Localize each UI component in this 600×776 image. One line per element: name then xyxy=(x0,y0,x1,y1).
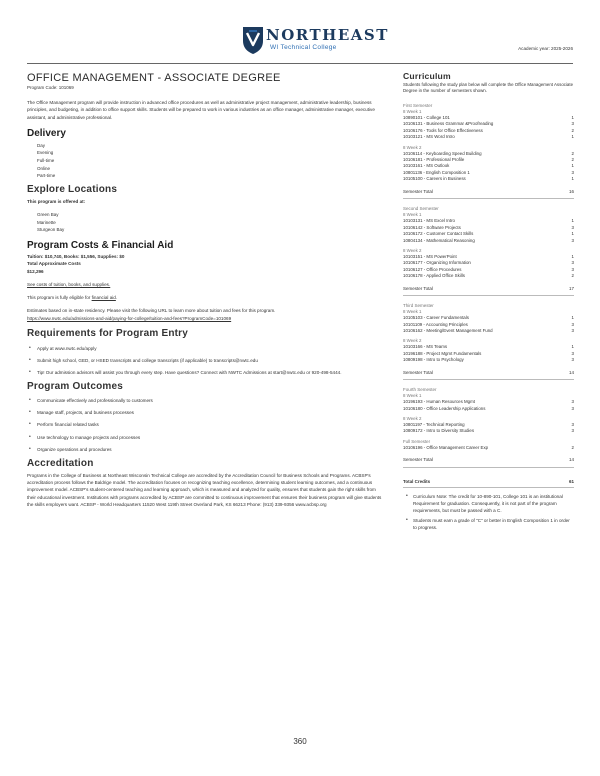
course-credits: 1 xyxy=(571,115,574,121)
semester-total-label: Semester Total xyxy=(403,188,433,194)
total-credits-row xyxy=(403,478,574,488)
accreditation-text: Programs in the College of Business at Northeast Wisconsin Technical College are accredited by the Accreditation Council for Business Schools and Programs. ACBSP's accreditation process follows the Baldrige model. The accreditation focuses on recognizing teaching excellence, determining student learning outcomes, and a continuous improvement model. ACBSP's student-centered teaching and learning approach, which is measured and analyzed for quality, ensures that students gain the right skills from their educational investment. Institutions with programs accredited by ACBSP are committed to continuous improvement that ensures their business program will give students the skills employers want. ACBSP - World Headquarters 11520 West 119th Street Overland Park, KS 66213 Phone: (913) 339-9356 www.acbsp.org xyxy=(27,472,382,507)
course-row xyxy=(403,273,574,279)
semester-label: Third Semester xyxy=(403,302,434,308)
estimates-text: Estimates based on in-state residency. Please visit the following URL to learn more about tuition and fees for this program. xyxy=(27,308,276,314)
course-row xyxy=(403,428,574,434)
course-name: 10106176 - Tools for Office Effectiveness xyxy=(403,127,483,133)
financial-aid-link[interactable]: financial aid xyxy=(91,295,116,301)
week-label: 8 Week 1 xyxy=(403,212,422,218)
curriculum-notes xyxy=(403,493,574,532)
course-name: 10809172 - Intro to Diversity Studies xyxy=(403,428,475,434)
course-credits: 3 xyxy=(571,266,574,272)
course-credits: 3 xyxy=(571,237,574,243)
course-credits: 3 xyxy=(571,350,574,356)
logo-name: NORTHEAST xyxy=(266,26,389,44)
requirement-item: • Tip! Our admission advisors will assist you through every step. Have questions? Connect with NWTC Admissions at start@nwtc.edu or 920-498-5444. xyxy=(27,369,384,376)
course-credits: 3 xyxy=(571,260,574,266)
course-credits: 3 xyxy=(571,327,574,333)
course-credits: 1 xyxy=(571,231,574,237)
course-credits: 3 xyxy=(571,428,574,434)
week-label: 8 Week 1 xyxy=(403,309,422,315)
semester-block xyxy=(403,387,574,468)
program-description: The Office Management program will provide instruction in advanced office procedures as well as administrative project management, administrative leadership, business principles, and budgeting, in addition to office support skills. Students will be prepared to work in various industries as an office manager, administrative manager, executive assistant, and administrative professional. xyxy=(27,100,375,120)
course-credits: 1 xyxy=(571,315,574,321)
location-item: Sturgeon Bay xyxy=(37,227,65,233)
outcome-item: • Perform financial related tasks xyxy=(27,421,384,428)
northeast-shield-logo-icon xyxy=(240,24,266,56)
delivery-heading: Delivery xyxy=(27,127,66,139)
course-name: 10804134 - Mathematical Reasoning xyxy=(403,237,475,243)
semester-total-label: Semester Total xyxy=(403,285,433,291)
course-name: 10106142 - Software Projects xyxy=(403,224,461,230)
course-name: 10801136 - English Composition 1 xyxy=(403,169,470,175)
location-item: Marinette xyxy=(37,219,56,225)
course-credits: 1 xyxy=(571,344,574,350)
college-logo xyxy=(240,24,390,56)
semester-total-row xyxy=(403,457,574,467)
course-name: 10106196 - Office Management Career Exp xyxy=(403,444,489,450)
outcome-item: • Manage staff, projects, and business processes xyxy=(27,409,384,416)
course-name: 10801197 - Technical Reporting xyxy=(403,422,465,427)
semester-label: First Semester xyxy=(403,102,433,108)
course-name: 10101109 - Accounting Principles xyxy=(403,321,468,327)
curriculum-heading: Curriculum xyxy=(403,71,451,81)
costs-heading: Program Costs & Financial Aid xyxy=(27,239,174,251)
total-costs-label: Total Approximate Costs xyxy=(27,261,81,267)
course-credits: 3 xyxy=(571,422,574,427)
accreditation-heading: Accreditation xyxy=(27,457,94,469)
course-row xyxy=(403,357,574,363)
curriculum-note: • Curriculum Note: The credit for 10-890-101, College 101 is an institutional Requirement for graduation. Consequently, it is not part of the program requirements, but must be passed with a C. xyxy=(403,493,574,515)
course-credits: 3 xyxy=(571,321,574,327)
offered-at-label: This program is offered at: xyxy=(27,198,86,204)
delivery-item: Full-time xyxy=(37,158,55,164)
outcome-item: • Communicate effectively and professionally to customers xyxy=(27,397,384,404)
course-name: 10890101 - College 101 xyxy=(403,115,450,121)
course-name: 10106177 - Organizing Information xyxy=(403,260,471,266)
locations-heading: Explore Locations xyxy=(27,183,118,195)
course-credits: 1 xyxy=(571,176,574,182)
course-row xyxy=(403,328,574,334)
week-label: Full Semester xyxy=(403,438,431,444)
total-costs-value: $12,296 xyxy=(27,268,44,274)
total-credits-value: 61 xyxy=(568,478,574,484)
course-row xyxy=(403,238,574,244)
course-row xyxy=(403,445,574,451)
course-row xyxy=(403,176,574,182)
semester-total-label: Semester Total xyxy=(403,457,433,463)
week-label: 8 Week 1 xyxy=(403,109,422,115)
course-name: 10106180 - Office Leadership Applications xyxy=(403,405,486,411)
course-credits: 3 xyxy=(571,405,574,411)
page-header xyxy=(0,0,600,60)
delivery-item: Evening xyxy=(37,150,54,156)
week-label: 8 Week 2 xyxy=(403,416,422,421)
outcome-item: • Use technology to manage projects and processes xyxy=(27,434,384,441)
course-name: 10106114 - Keyboarding Speed Building xyxy=(403,150,482,156)
course-name: 10106131 - Business Grammar &Proofreading xyxy=(403,121,494,127)
course-credits: 2 xyxy=(571,273,574,279)
course-credits: 2 xyxy=(571,444,574,450)
total-credits-label: Total Credits xyxy=(403,478,431,484)
delivery-list xyxy=(27,142,384,180)
curriculum-note: • Students must earn a grade of "C" or better in English Composition 1 in order to progress. xyxy=(403,517,574,532)
course-credits: 3 xyxy=(571,169,574,175)
semester-total-label: Semester Total xyxy=(403,369,433,375)
outcomes-heading: Program Outcomes xyxy=(27,381,124,393)
course-name: 10105103 - Career Fundamentals xyxy=(403,315,469,321)
semester-label: Fourth Semester xyxy=(403,386,437,392)
course-credits: 2 xyxy=(571,127,574,133)
semester-total-value: 14 xyxy=(568,457,574,463)
course-name: 10103121 - MS Word Intro xyxy=(403,134,455,140)
course-name: 10106181 - Professional Profile xyxy=(403,157,465,163)
course-name: 10106127 - Office Procedures xyxy=(403,266,462,272)
program-code: Program Code: 101069 xyxy=(27,85,74,90)
course-name: 10105100 - Careers in Business xyxy=(403,176,466,182)
course-name: 10103131 - MS Excel Intro xyxy=(403,218,455,224)
course-credits: 3 xyxy=(571,399,574,405)
page-number: 360 xyxy=(293,737,307,746)
course-name: 10196188 - Project Mgmt Fundamentals xyxy=(403,350,482,356)
see-costs-link[interactable]: See costs of tuition, books, and supplies. xyxy=(27,281,111,287)
location-item: Green Bay xyxy=(37,212,59,218)
delivery-item: Day xyxy=(37,142,46,148)
course-credits: 3 xyxy=(571,121,574,127)
academic-year: Academic year: 2025-2026 xyxy=(518,46,573,51)
locations-list xyxy=(27,211,384,234)
course-row xyxy=(403,406,574,412)
course-credits: 1 xyxy=(571,134,574,140)
financial-aid-prefix: This program is fully eligible for xyxy=(27,295,92,301)
course-name: 10196193 - Human Resources Mgmt xyxy=(403,399,475,405)
course-name: 10106178 - Applied Office Skills xyxy=(403,273,465,279)
semester-total-row xyxy=(403,286,574,296)
semester-total-value: 16 xyxy=(568,188,574,194)
course-name: 10103161 - MS Outlook xyxy=(403,163,450,169)
requirement-item: • Apply at www.nwtc.edu/apply xyxy=(27,345,384,352)
course-name: 10106172 - Customer Contact Skills xyxy=(403,231,474,237)
course-name: 10103151 - MS PowerPoint xyxy=(403,253,457,259)
course-row xyxy=(403,134,574,140)
semester-block xyxy=(403,303,574,380)
program-details-column xyxy=(27,70,384,508)
week-label: 8 Week 2 xyxy=(403,338,422,344)
semester-block xyxy=(403,206,574,296)
semester-total-row xyxy=(403,370,574,380)
course-name: 10809198 - Intro to Psychology xyxy=(403,357,464,363)
week-label: 8 Week 2 xyxy=(403,144,422,150)
logo-subtitle: WI Technical College xyxy=(270,44,337,51)
course-credits: 2 xyxy=(571,157,574,163)
outcome-item: • Organize operations and procedures xyxy=(27,446,384,453)
semester-total-row xyxy=(403,189,574,199)
course-name: 10103166 - MS Teams xyxy=(403,344,448,350)
requirements-heading: Requirements for Program Entry xyxy=(27,328,189,340)
course-credits: 2 xyxy=(571,150,574,156)
semester-total-value: 14 xyxy=(568,369,574,375)
course-credits: 1 xyxy=(571,253,574,259)
delivery-item: Part-time xyxy=(37,173,56,179)
delivery-item: Online xyxy=(37,165,51,171)
course-credits: 3 xyxy=(571,224,574,230)
curriculum-intro: Students following the study plan below will complete the Office Management Associate Degree in the number of semesters shown. xyxy=(403,82,574,94)
semester-block xyxy=(403,103,574,199)
requirement-item: • Submit high school, GED, or HSED transcripts and college transcripts (if applicable) to transcripts@nwtc.edu xyxy=(27,357,384,364)
financial-aid-line xyxy=(27,294,384,301)
header-divider xyxy=(27,63,573,64)
course-credits: 3 xyxy=(571,357,574,363)
tuition-fees-url[interactable]: https://www.nwtc.edu/admissions-and-aid/paying-for-college/tuition-and-fees?ProgramCode=101069 xyxy=(27,315,232,321)
course-credits: 1 xyxy=(571,163,574,169)
semester-total-value: 17 xyxy=(568,285,574,291)
week-label: 8 Week 1 xyxy=(403,393,422,399)
curriculum-column xyxy=(403,71,574,534)
course-credits: 1 xyxy=(571,218,574,224)
week-label: 8 Week 2 xyxy=(403,247,422,253)
outcomes-list xyxy=(27,397,384,453)
financial-aid-suffix: . xyxy=(115,295,118,301)
requirements-list xyxy=(27,345,384,376)
program-title: OFFICE MANAGEMENT - ASSOCIATE DEGREE xyxy=(27,72,281,84)
semester-label: Second Semester xyxy=(403,206,439,212)
course-name: 10106162 - Meeting/Event Management Fund xyxy=(403,327,493,333)
tuition-line: Tuition: $10,740, Books: $1,556, Supplies: $0 xyxy=(27,253,125,259)
